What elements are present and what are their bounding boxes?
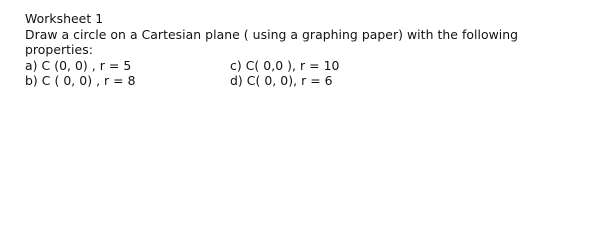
circle-properties-list — [25, 58, 585, 89]
instruction-text-line-1: Draw a circle on a Cartesian plane ( using a graphing paper) with the following — [25, 26, 519, 42]
item-d: d) C( 0, 0), r = 6 — [230, 73, 333, 88]
worksheet-title: Worksheet 1 — [25, 11, 104, 26]
worksheet — [25, 11, 585, 89]
item-b: b) C ( 0, 0) , r = 8 — [25, 73, 136, 88]
item-c: c) C( 0,0 ), r = 10 — [230, 57, 340, 73]
item-a: a) C (0, 0) , r = 5 — [25, 57, 132, 73]
instruction-text-line-2: properties: — [25, 42, 93, 57]
